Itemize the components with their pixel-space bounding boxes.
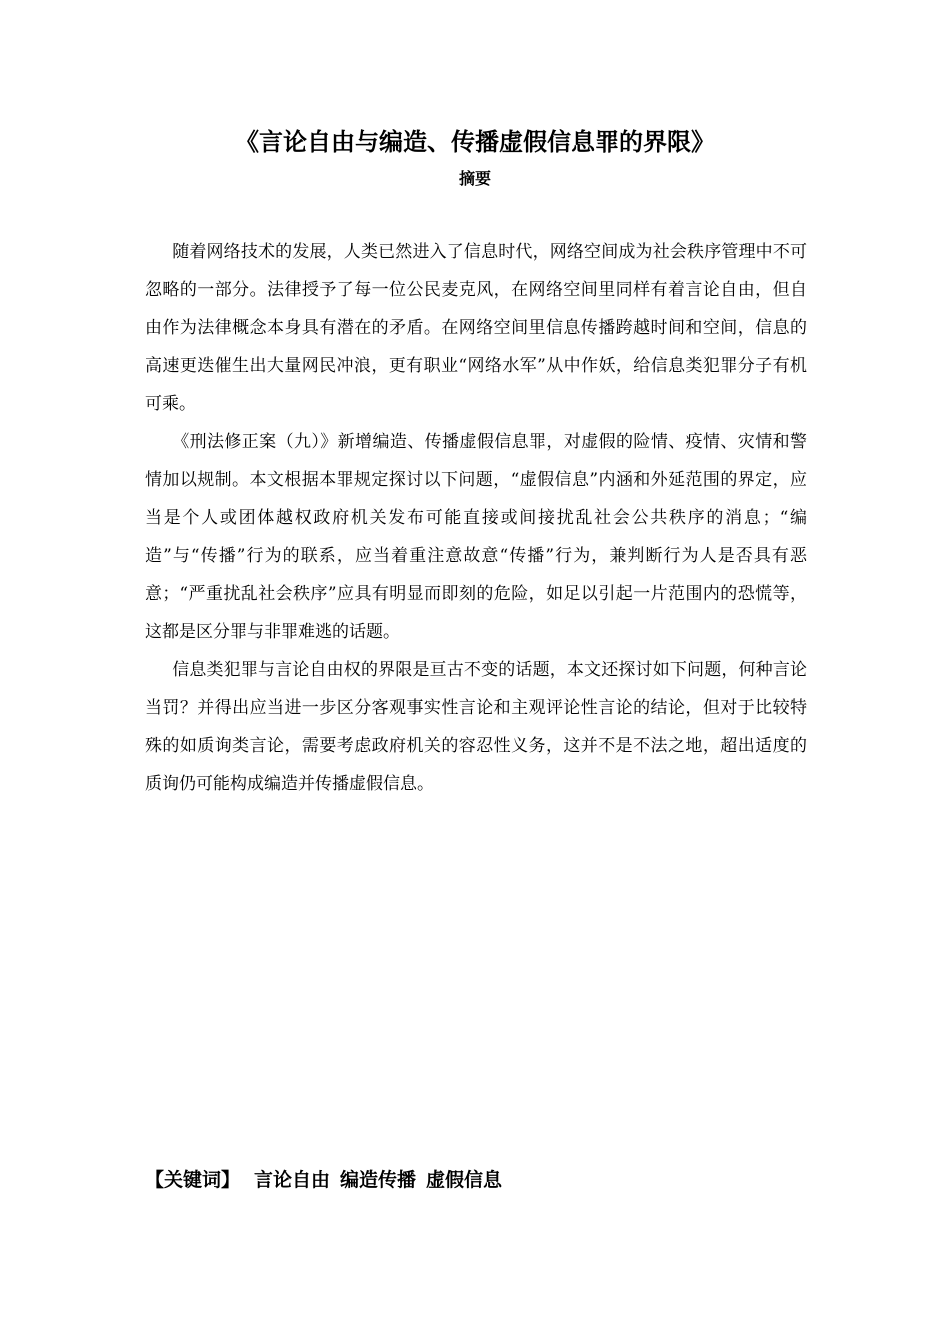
keyword-item: 虚假信息 <box>426 1169 503 1191</box>
abstract-paragraph-1: 随着网络技术的发展，人类已然进入了信息时代，网络空间成为社会秩序管理中不可忽略的一部分。法律授予了每一位公民麦克风，在网络空间里同样有着言论自由，但自由作为法律概念本身具有潜在的矛盾。在网络空间里信息传播跨越时间和空间，信息的高速更迭催生出大量网民冲浪，更有职业“网络水军”从中作妖，给信息类犯罪分子有机可乘。 <box>145 242 807 414</box>
abstract-body <box>145 233 807 803</box>
keyword-item: 编造传播 <box>340 1169 417 1191</box>
abstract-paragraph-3: 信息类犯罪与言论自由权的界限是亘古不变的话题，本文还探讨如下问题，何种言论当罚？并得出应当进一步区分客观事实性言论和主观评论性言论的结论，但对于比较特殊的如质询类言论，需要考虑政府机关的容忍性义务，这并不是不法之地，超出适度的质询仍可能构成编造并传播虚假信息。 <box>145 660 807 794</box>
keyword-item: 言论自由 <box>254 1169 331 1191</box>
page-title: 《言论自由与编造、传播虚假信息罪的界限》 <box>235 128 715 156</box>
abstract-heading: 摘要 <box>458 169 491 188</box>
keywords-label: 【关键词】 <box>145 1169 241 1191</box>
keywords-line <box>145 1164 512 1196</box>
abstract-paragraph-2: 《刑法修正案（九）》新增编造、传播虚假信息罪，对虚假的险情、疫情、灾情和警情加以规制。本文根据本罪规定探讨以下问题，“虚假信息”内涵和外延范围的界定，应当是个人或团体越权政府机关发布可能直接或间接扰乱社会公共秩序的消息；“编造”与“传播”行为的联系，应当着重注意故意“传播”行为，兼判断行为人是否具有恶意；“严重扰乱社会秩序”应具有明显而即刻的危险，如足以引起一片范围内的恐慌等，这都是区分罪与非罪难逃的话题。 <box>145 432 807 642</box>
